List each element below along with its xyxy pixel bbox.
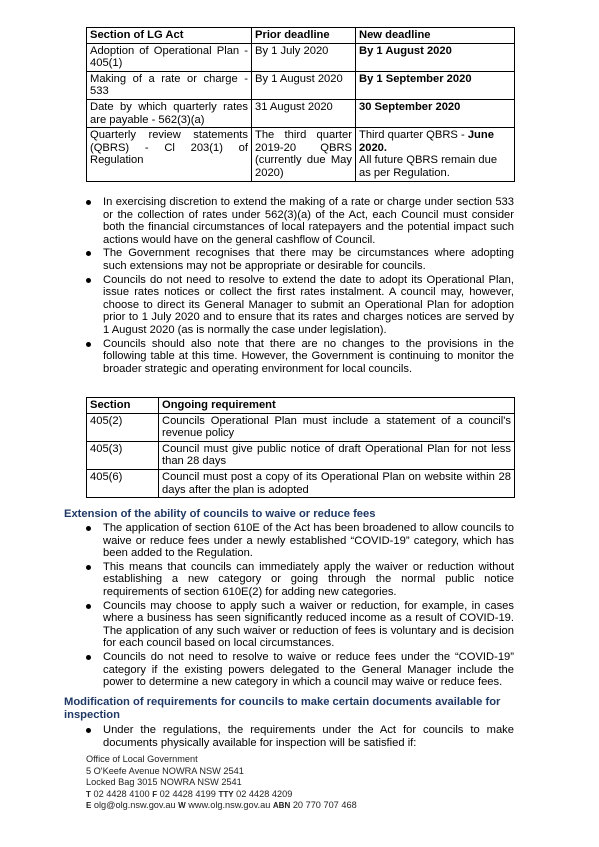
section-cell: 405(3) bbox=[87, 441, 159, 469]
table-header-row bbox=[87, 28, 515, 44]
table-row bbox=[87, 413, 515, 441]
section-heading: Extension of the ability of councils to waive or reduce fees bbox=[64, 508, 376, 520]
section-cell: Quarterly review statements (QBRS) - Cl 203(1) of Regulation bbox=[87, 128, 252, 181]
phone-label: T bbox=[86, 789, 91, 799]
bullet-list bbox=[86, 724, 514, 750]
tty-number: 02 4428 4209 bbox=[236, 788, 293, 799]
page-footer bbox=[86, 754, 506, 812]
section-cell: 405(2) bbox=[87, 413, 159, 441]
fax-number: 02 4428 4199 bbox=[159, 788, 216, 799]
footer-address: 5 O'Keefe Avenue NOWRA NSW 2541 bbox=[86, 765, 244, 776]
list-item: Councils may choose to apply such a waiver or reduction, for example, in cases where a business has seen significantly reduced income as a result of COVID-19. The application of any such waiver or reduction of fees is voluntary and is decision for each council based on local circumstances. bbox=[86, 600, 514, 650]
table-header-row bbox=[87, 398, 515, 414]
abn-label: ABN bbox=[272, 801, 291, 811]
table-row bbox=[87, 441, 515, 469]
email-label: E bbox=[86, 801, 92, 811]
prior-deadline-cell: By 1 July 2020 bbox=[252, 43, 356, 71]
section-cell: 405(6) bbox=[87, 469, 159, 497]
prior-deadline-cell: 31 August 2020 bbox=[252, 99, 356, 127]
phone-number: 02 4428 4100 bbox=[93, 788, 150, 799]
section-cell: Making of a rate or charge - 533 bbox=[87, 71, 252, 99]
list-item: Under the regulations, the requirements under the Act for councils to make documents physically available for inspection will be satisfied if: bbox=[86, 724, 514, 749]
bullet-list bbox=[86, 522, 514, 690]
footer-postal-address: Locked Bag 3015 NOWRA NSW 2541 bbox=[86, 777, 242, 788]
ongoing-requirements-table bbox=[86, 397, 515, 498]
table-row bbox=[87, 71, 515, 99]
new-deadline-plain: Third quarter QBRS - bbox=[359, 129, 468, 142]
new-deadline-cell: 30 September 2020 bbox=[356, 99, 515, 127]
deadlines-table bbox=[86, 27, 515, 182]
abn-number: 20 770 707 468 bbox=[292, 800, 357, 811]
table-row bbox=[87, 43, 515, 71]
requirement-cell: Council must give public notice of draft Operational Plan for not less than 28 days bbox=[159, 441, 515, 469]
column-header: Ongoing requirement bbox=[159, 398, 515, 414]
footer-org: Office of Local Government bbox=[86, 754, 198, 764]
list-item: Councils should also note that there are no changes to the provisions in the following table at this time. However, the Government is continuing to monitor the broader strategic and operating environment for local councils. bbox=[86, 338, 514, 376]
list-item: Councils do not need to resolve to extend the date to adopt its Operational Plan, issue rates notices or collect the first rates instalment. A council may, however, choose to direct its General Manager to submit an Operational Plan for adoption prior to 1 July 2020 and to ensure that its rates and charges notices are served by 1 August 2020 (as is normally the case under legislation). bbox=[86, 274, 514, 337]
column-header: Prior deadline bbox=[252, 28, 356, 44]
prior-deadline-cell: The third quarter 2019-20 QBRS (currently due May 2020) bbox=[252, 128, 356, 181]
section-cell: Date by which quarterly rates are payable - 562(3)(a) bbox=[87, 99, 252, 127]
email-link[interactable]: olg@olg.nsw.gov.au bbox=[93, 800, 176, 811]
new-deadline-cell: By 1 August 2020 bbox=[356, 43, 515, 71]
table-row bbox=[87, 128, 515, 181]
section-heading: Modification of requirements for councils to make certain documents available for inspection bbox=[64, 696, 501, 721]
requirement-cell: Councils Operational Plan must include a statement of a council's revenue policy bbox=[159, 413, 515, 441]
list-item: Councils do not need to resolve to waive or reduce fees under the “COVID-19” category if the existing powers delegated to the General Manager include the power to determine a new category in which a council may waive or reduce fees. bbox=[86, 651, 514, 689]
column-header: Section of LG Act bbox=[87, 28, 252, 44]
prior-deadline-cell: By 1 August 2020 bbox=[252, 71, 356, 99]
new-deadline-note: All future QBRS remain due as per Regulation. bbox=[359, 154, 498, 179]
bullet-list bbox=[86, 196, 514, 376]
footer-phone-row bbox=[86, 789, 506, 801]
table-row bbox=[87, 469, 515, 497]
website-label: W bbox=[178, 801, 186, 811]
column-header: New deadline bbox=[356, 28, 515, 44]
fax-label: F bbox=[152, 789, 158, 799]
website-link[interactable]: www.olg.nsw.gov.au bbox=[188, 800, 271, 811]
list-item: The application of section 610E of the Act has been broadened to allow councils to waive or reduce fees under a newly established “COVID-19” category, which has been added to the Regulation. bbox=[86, 522, 514, 560]
new-deadline-cell: By 1 September 2020 bbox=[356, 71, 515, 99]
section-cell: Adoption of Operational Plan - 405(1) bbox=[87, 43, 252, 71]
list-item: This means that councils can immediately apply the waiver or reduction without establishing a new category or going through the normal public notice requirements of section 610E(2) for adding new categories. bbox=[86, 561, 514, 599]
tty-label: TTY bbox=[218, 789, 234, 799]
requirement-cell: Council must post a copy of its Operational Plan on website within 28 days after the plan is adopted bbox=[159, 469, 515, 497]
new-deadline-bold: June 2020. bbox=[359, 129, 494, 154]
list-item: In exercising discretion to extend the making of a rate or charge under section 533 or the collection of rates under 562(3)(a) of the Act, each Council must consider both the financial circumstances of local ratepayers and the potential impact such actions would have on the general cashflow of Council. bbox=[86, 196, 514, 246]
table-row bbox=[87, 99, 515, 127]
new-deadline-cell bbox=[356, 128, 515, 181]
footer-contact-row bbox=[86, 800, 506, 812]
list-item: The Government recognises that there may be circumstances where adopting such extensions may not be appropriate or desirable for councils. bbox=[86, 247, 514, 272]
column-header: Section bbox=[87, 398, 159, 414]
